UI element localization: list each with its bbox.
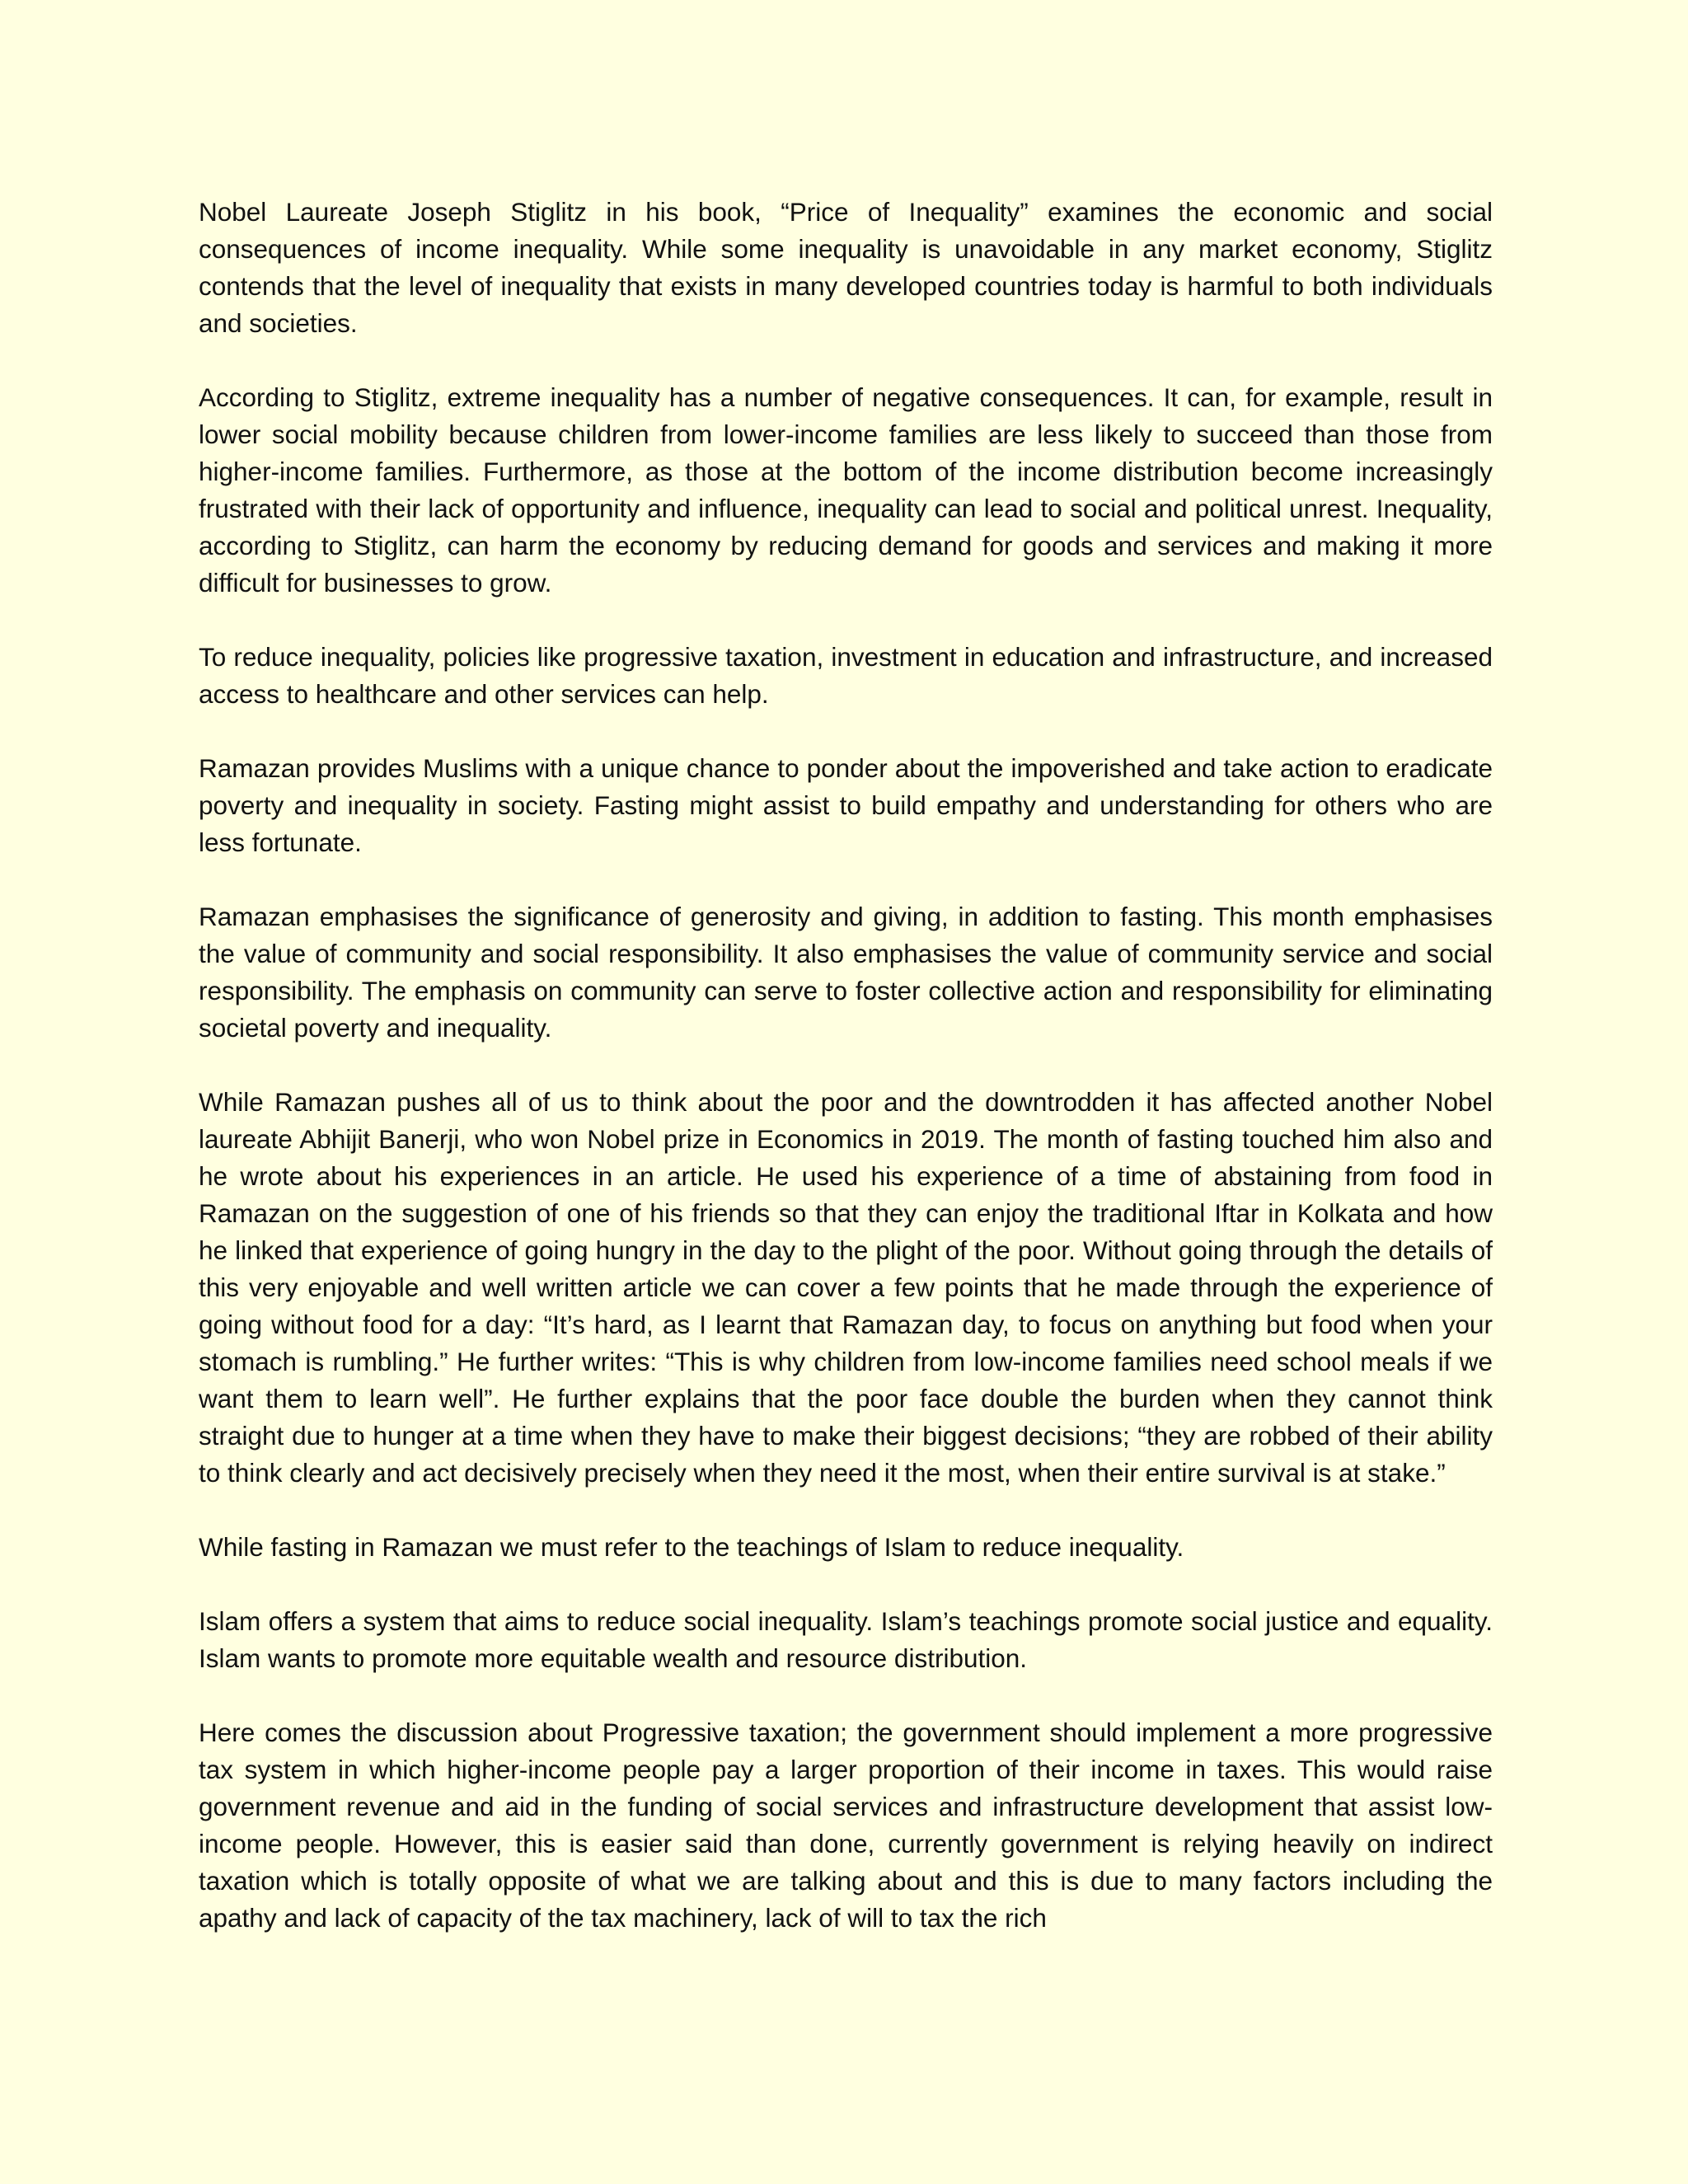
paragraph-inequality-consequences: According to Stiglitz, extreme inequality has a number of negative consequences. It can, for example, result in lower social mobility because children from lower-income families are less likely to succeed than those from higher-income families. Furthermore, as those at the bottom of the income distribution become increasingly frustrated with their lack of opportunity and influence, inequality can lead to social and political unrest. Inequality, according to Stiglitz, can harm the economy by reducing demand for goods and services and making it more difficult for businesses to grow. bbox=[199, 382, 1493, 598]
paragraph-ramazan-chance: Ramazan provides Muslims with a unique chance to ponder about the impoverished and take action to eradicate poverty and inequality in society. Fasting might assist to build empathy and understanding for others who are less fortunate. bbox=[199, 753, 1493, 857]
paragraph-reduce-inequality: To reduce inequality, policies like progressive taxation, investment in education and infrastructure, and increased access to healthcare and other services can help. bbox=[199, 642, 1493, 709]
paragraph-stiglitz-intro: Nobel Laureate Joseph Stiglitz in his book, “Price of Inequality” examines the economic and social consequences of income inequality. While some inequality is unavoidable in any market economy, Stiglitz contends that the level of inequality that exists in many developed countries today is harmful to both individuals and societies. bbox=[199, 197, 1493, 338]
paragraph-islam-system: Islam offers a system that aims to reduce social inequality. Islam’s teachings promote social justice and equality. Islam wants to promote more equitable wealth and resource distribution. bbox=[199, 1606, 1493, 1673]
paragraph-fasting-teachings: While fasting in Ramazan we must refer to the teachings of Islam to reduce inequality. bbox=[199, 1532, 1184, 1562]
paragraph-ramazan-generosity: Ramazan emphasises the significance of generosity and giving, in addition to fasting. This month emphasises the value of community and social responsibility. It also emphasises the value of community service and social responsibility. The emphasis on community can serve to foster collective action and responsibility for eliminating societal poverty and inequality. bbox=[199, 902, 1493, 1043]
paragraph-progressive-taxation: Here comes the discussion about Progressive taxation; the government should implement a more progressive tax system in which higher-income people pay a larger proportion of their income in taxes. This would raise government revenue and aid in the funding of social services and infrastructure development that assist low-income people. However, this is easier said than done, currently government is relying heavily on indirect taxation which is totally opposite of what we are talking about and this is due to many factors including the apathy and lack of capacity of the tax machinery, lack of will to tax the rich bbox=[199, 1718, 1493, 1933]
document-body bbox=[199, 194, 1493, 1937]
paragraph-banerji-article: While Ramazan pushes all of us to think about the poor and the downtrodden it has affected another Nobel laureate Abhijit Banerji, who won Nobel prize in Economics in 2019. The month of fasting touched him also and he wrote about his experiences in an article. He used his experience of a time of abstaining from food in Ramazan on the suggestion of one of his friends so that they can enjoy the traditional Iftar in Kolkata and how he linked that experience of going hungry in the day to the plight of the poor. Without going through the details of this very enjoyable and well written article we can cover a few points that he made through the experience of going without food for a day: “It’s hard, as I learnt that Ramazan day, to focus on anything but food when your stomach is rumbling.” He further writes: “This is why children from low-income families need school meals if we want them to learn well”. He further explains that the poor face double the burden when they cannot think straight due to hunger at a time when they have to make their biggest decisions; “they are robbed of their ability to think clearly and act decisively precisely when they need it the most, when their entire survival is at stake.” bbox=[199, 1087, 1493, 1488]
